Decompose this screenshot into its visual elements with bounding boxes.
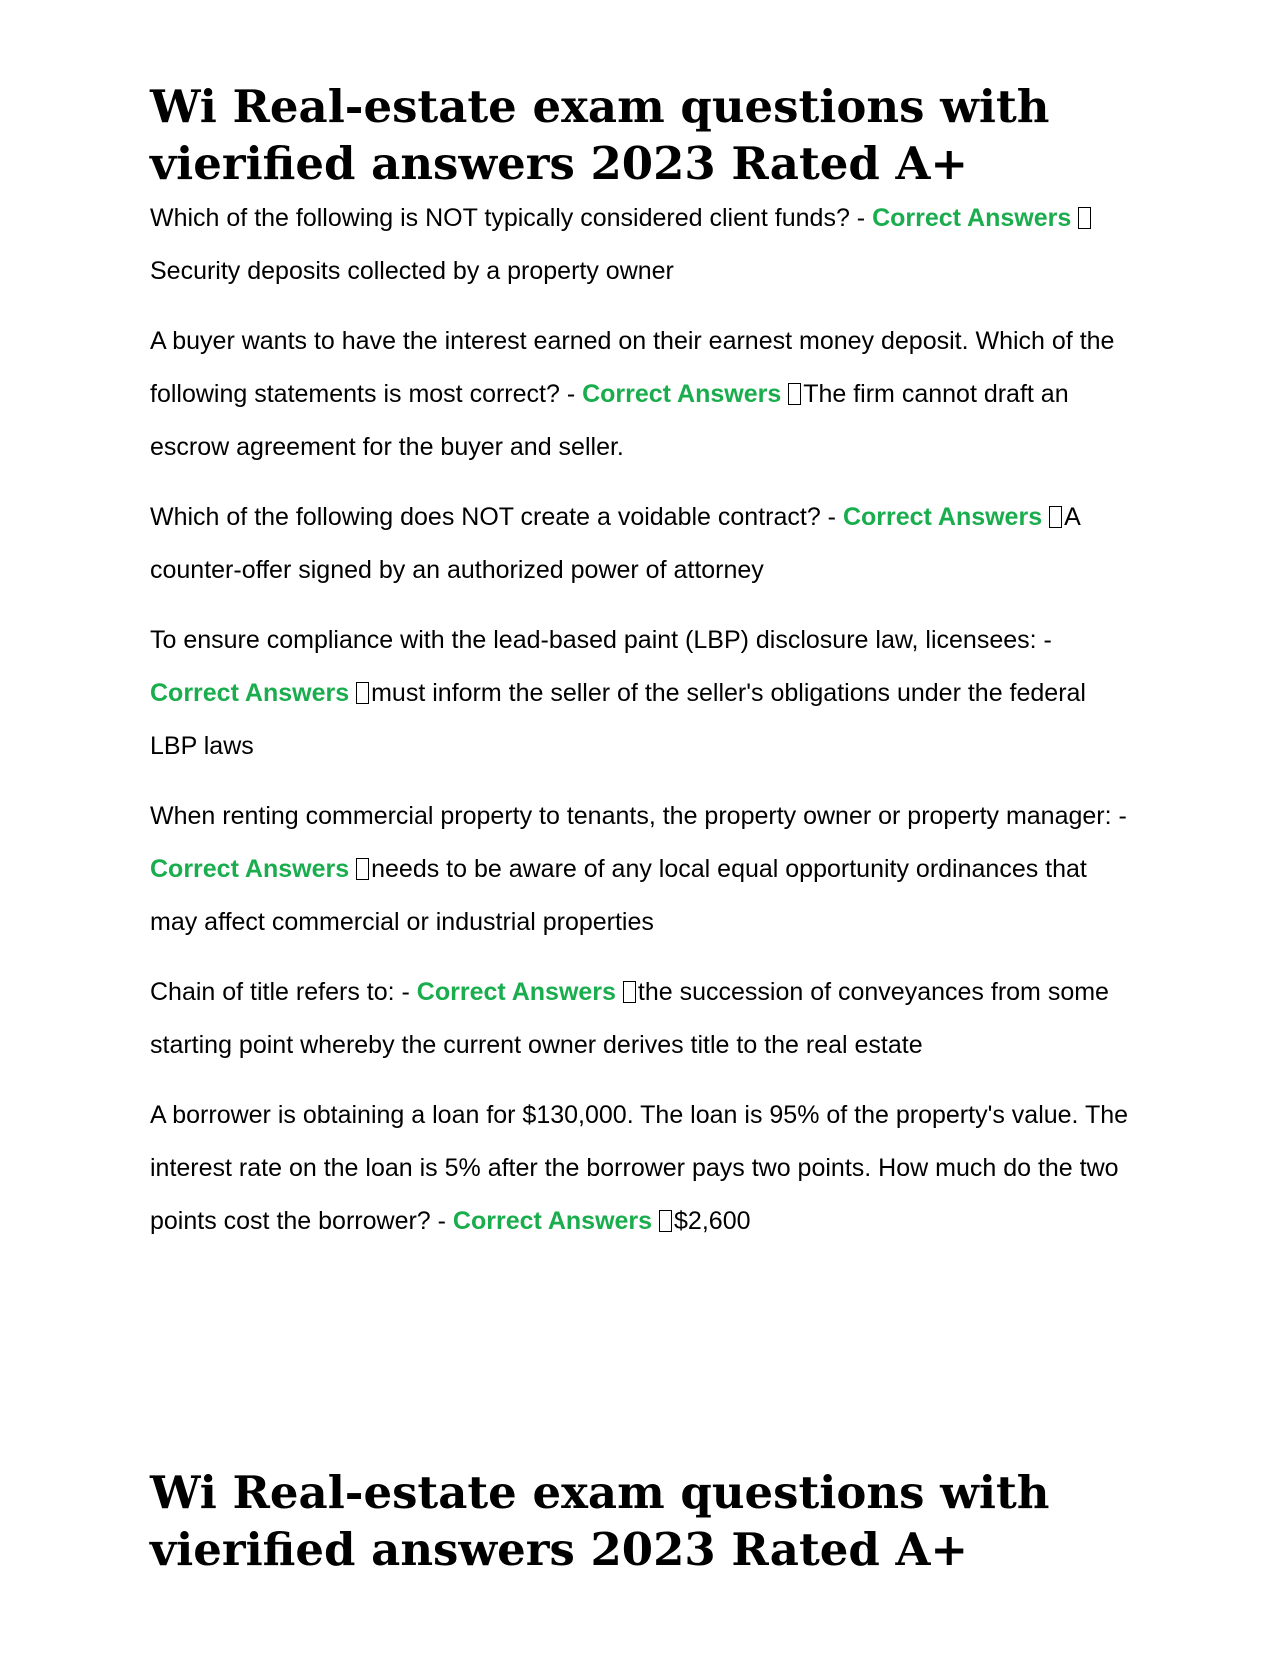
qa-list xyxy=(150,192,1130,1248)
qa-item xyxy=(150,966,1130,1072)
answer-text: needs to be aware of any local equal opportunity ordinances that may affect commercial or industrial properties xyxy=(150,855,1087,936)
answer-text: The firm cannot draft an escrow agreement for the buyer and seller. xyxy=(150,380,1069,461)
correct-answers-label: Correct Answers xyxy=(452,1207,653,1235)
missing-glyph-icon xyxy=(1078,207,1091,229)
answer-text: $2,600 xyxy=(674,1207,751,1235)
question-text: Chain of title refers to: - xyxy=(150,978,417,1006)
question-text: A borrower is obtaining a loan for $130,000. The loan is 95% of the property's value. The interest rate on the loan is 5% after the borrower pays two points. How much do the two points cost the borrower? - xyxy=(150,1101,1129,1235)
correct-answers-label: Correct Answers xyxy=(582,380,782,408)
missing-glyph-icon xyxy=(1049,506,1062,528)
answer-text: Security deposits collected by a property owner xyxy=(150,257,674,285)
missing-glyph-icon xyxy=(356,858,369,880)
missing-glyph-icon xyxy=(659,1210,672,1232)
question-text: To ensure compliance with the lead-based paint (LBP) disclosure law, licensees: - xyxy=(150,626,1052,654)
qa-item xyxy=(150,790,1130,949)
qa-item xyxy=(150,315,1130,474)
question-text: When renting commercial property to tenants, the property owner or property manager: - xyxy=(150,802,1127,830)
document-page xyxy=(150,78,1130,1265)
correct-answers-label: Correct Answers xyxy=(872,204,1072,232)
missing-glyph-icon xyxy=(788,383,801,405)
question-text: Which of the following does NOT create a voidable contract? - xyxy=(150,503,843,531)
missing-glyph-icon xyxy=(623,981,636,1003)
correct-answers-label: Correct Answers xyxy=(150,679,350,707)
qa-item xyxy=(150,192,1130,298)
answer-text: must inform the seller of the seller's obligations under the federal LBP laws xyxy=(150,679,1086,760)
correct-answers-label: Correct Answers xyxy=(842,503,1043,531)
missing-glyph-icon xyxy=(356,682,369,704)
qa-item xyxy=(150,614,1130,773)
correct-answers-label: Correct Answers xyxy=(416,978,616,1006)
answer-text: A counter-offer signed by an authorized power of attorney xyxy=(150,503,1080,584)
footer-title: Wi Real-estate exam questions with vierified answers 2023 Rated A+ xyxy=(150,1466,1050,1576)
question-text: A buyer wants to have the interest earned on their earnest money deposit. Which of the following statements is most correct? - xyxy=(150,327,1115,408)
qa-item xyxy=(150,491,1130,597)
correct-answers-label: Correct Answers xyxy=(150,855,350,883)
question-text: Which of the following is NOT typically considered client funds? - xyxy=(150,204,873,232)
footer xyxy=(150,1464,1130,1578)
qa-item xyxy=(150,1089,1130,1248)
answer-text: the succession of conveyances from some starting point whereby the current owner derives title to the real estate xyxy=(150,978,1109,1059)
page-title: Wi Real-estate exam questions with vierified answers 2023 Rated A+ xyxy=(150,80,1050,190)
